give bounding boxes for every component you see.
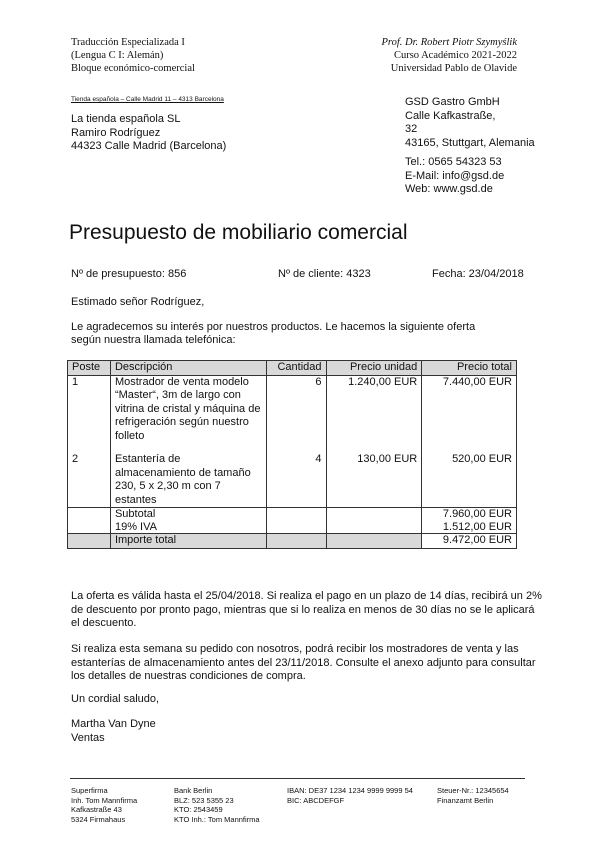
- col-header-precio-total: Precio total: [422, 361, 517, 376]
- course-line: Traducción Especializada I: [71, 37, 185, 48]
- subtotal-values: [422, 508, 517, 534]
- signature-block: [71, 718, 543, 745]
- footer-line: BLZ: 523 5355 23: [174, 795, 234, 805]
- sender-line: Tienda española – Calle Madrid 11 – 4313 Barcelona: [71, 96, 224, 103]
- total-value: 9.472,00 EUR: [422, 534, 517, 549]
- company-name: GSD Gastro GmbH: [405, 96, 500, 108]
- footer-line: KTO Inh.: Tom Mannfirma: [174, 814, 260, 824]
- recipient-line: La tienda española SL: [71, 113, 181, 125]
- col-header-precio-unidad: Precio unidad: [326, 361, 422, 376]
- professor-name: Prof. Dr. Robert Piotr Szymyślik: [381, 37, 517, 48]
- course-line: Bloque económico-comercial: [71, 63, 195, 74]
- footer-line: IBAN: DE37 1234 1234 9999 9999 54: [287, 786, 413, 795]
- cell-poste: 2: [68, 453, 111, 508]
- footer-iban: [287, 786, 413, 805]
- professor-header: [381, 36, 517, 75]
- footer-company: [71, 786, 137, 824]
- cell-cantidad: 6: [266, 375, 326, 453]
- footer-line: Finanzamt Berlin: [437, 795, 494, 805]
- footer-line: 5324 Firmahaus: [71, 814, 126, 824]
- company-block: [405, 96, 555, 197]
- delivery-text: Si realiza esta semana su pedido con nosotros, podrá recibir los mostradores de venta y las estanterías de almacenamiento antes del 23/11/2018. Consulte el anexo adjunto para consultar los detalles de nuestras condiciones de compra.: [71, 643, 536, 682]
- footer-line: Steuer-Nr.: 12345654: [437, 786, 509, 795]
- footer-divider: [70, 778, 525, 779]
- company-address-line: 32: [405, 123, 418, 135]
- cell-precio-unidad: 130,00 EUR: [326, 453, 422, 508]
- col-header-cantidad: Cantidad: [266, 361, 326, 376]
- footer-line: KTO: 2543459: [174, 805, 223, 814]
- company-web: Web: www.gsd.de: [405, 183, 493, 195]
- table-header-row: [68, 361, 517, 376]
- document-date: Fecha: 23/04/2018: [432, 268, 524, 280]
- offer-validity-text: La oferta es válida hasta el 25/04/2018. Si realiza el pago en un plazo de 14 días, recibirá un 2% de descuento por pronto pago, mientras que si lo realiza en menos de 30 días no se le aplicará el descuento.: [71, 590, 542, 629]
- subtotal-row: [68, 508, 517, 534]
- footer-bank: [174, 786, 260, 824]
- cell-precio-total: 7.440,00 EUR: [422, 375, 517, 453]
- cell-descripcion: Estantería de almacenamiento de tamaño 230, 5 x 2,30 m con 7 estantes: [110, 453, 266, 508]
- footer-line: Inh. Tom Mannfirma: [71, 795, 138, 805]
- table-row: [68, 453, 517, 508]
- company-address-line: 43165, Stuttgart, Alemania: [405, 136, 535, 149]
- col-header-poste: Poste: [68, 361, 111, 376]
- subtotal-value: 7.960,00 EUR: [442, 508, 512, 520]
- course-line: (Lengua C I: Alemán): [71, 50, 164, 61]
- intro-text: Le agradecemos su interés por nuestros productos. Le hacemos la siguiente oferta según nuestra llamada telefónica:: [71, 321, 476, 346]
- university: Universidad Pablo de Olavide: [390, 63, 517, 74]
- iva-label: 19% IVA: [114, 520, 157, 533]
- footer-line: Superfirma: [71, 786, 108, 795]
- quote-table: [67, 360, 517, 549]
- company-address-line: Calle Kafkastraße,: [405, 109, 496, 122]
- signer-name: Martha Van Dyne: [71, 718, 156, 730]
- recipient-line: Ramiro Rodríguez: [71, 126, 161, 139]
- col-header-descripcion: Descripción: [110, 361, 266, 376]
- subtotal-label: Subtotal: [114, 508, 156, 520]
- cell-poste: 1: [68, 375, 111, 453]
- footer-line: BIC: ABCDEFGF: [287, 795, 345, 805]
- footer-tax: [437, 786, 509, 805]
- table-row: [68, 375, 517, 453]
- closing-text: Un cordial saludo,: [71, 693, 160, 705]
- company-phone: Tel.: 0565 54323 53: [405, 156, 502, 168]
- footer-line: Kafkastraße 43: [71, 805, 122, 814]
- signer-department: Ventas: [71, 731, 105, 744]
- cell-descripcion: Mostrador de venta modelo “Master“, 3m de largo con vitrina de cristal y máquina de refrigeración según nuestro folleto: [110, 375, 266, 453]
- document-title: Presupuesto de mobiliario comercial: [69, 221, 408, 244]
- total-row: [68, 534, 517, 549]
- cell-cantidad: 4: [266, 453, 326, 508]
- cell-precio-total: 520,00 EUR: [422, 453, 517, 508]
- cell-precio-unidad: 1.240,00 EUR: [326, 375, 422, 453]
- academic-year: Curso Académico 2021-2022: [393, 50, 517, 61]
- iva-value: 1.512,00 EUR: [442, 520, 512, 533]
- client-number: Nº de cliente: 4323: [278, 268, 371, 280]
- recipient-address: [71, 113, 226, 154]
- greeting: Estimado señor Rodríguez,: [71, 296, 205, 308]
- company-email: E-Mail: info@gsd.de: [405, 169, 505, 182]
- recipient-line: 44323 Calle Madrid (Barcelona): [71, 140, 227, 152]
- subtotal-labels: [110, 508, 266, 534]
- quote-number: Nº de presupuesto: 856: [71, 268, 187, 280]
- course-header: [71, 36, 195, 75]
- total-label: Importe total: [110, 534, 266, 549]
- footer-line: Bank Berlin: [174, 786, 213, 795]
